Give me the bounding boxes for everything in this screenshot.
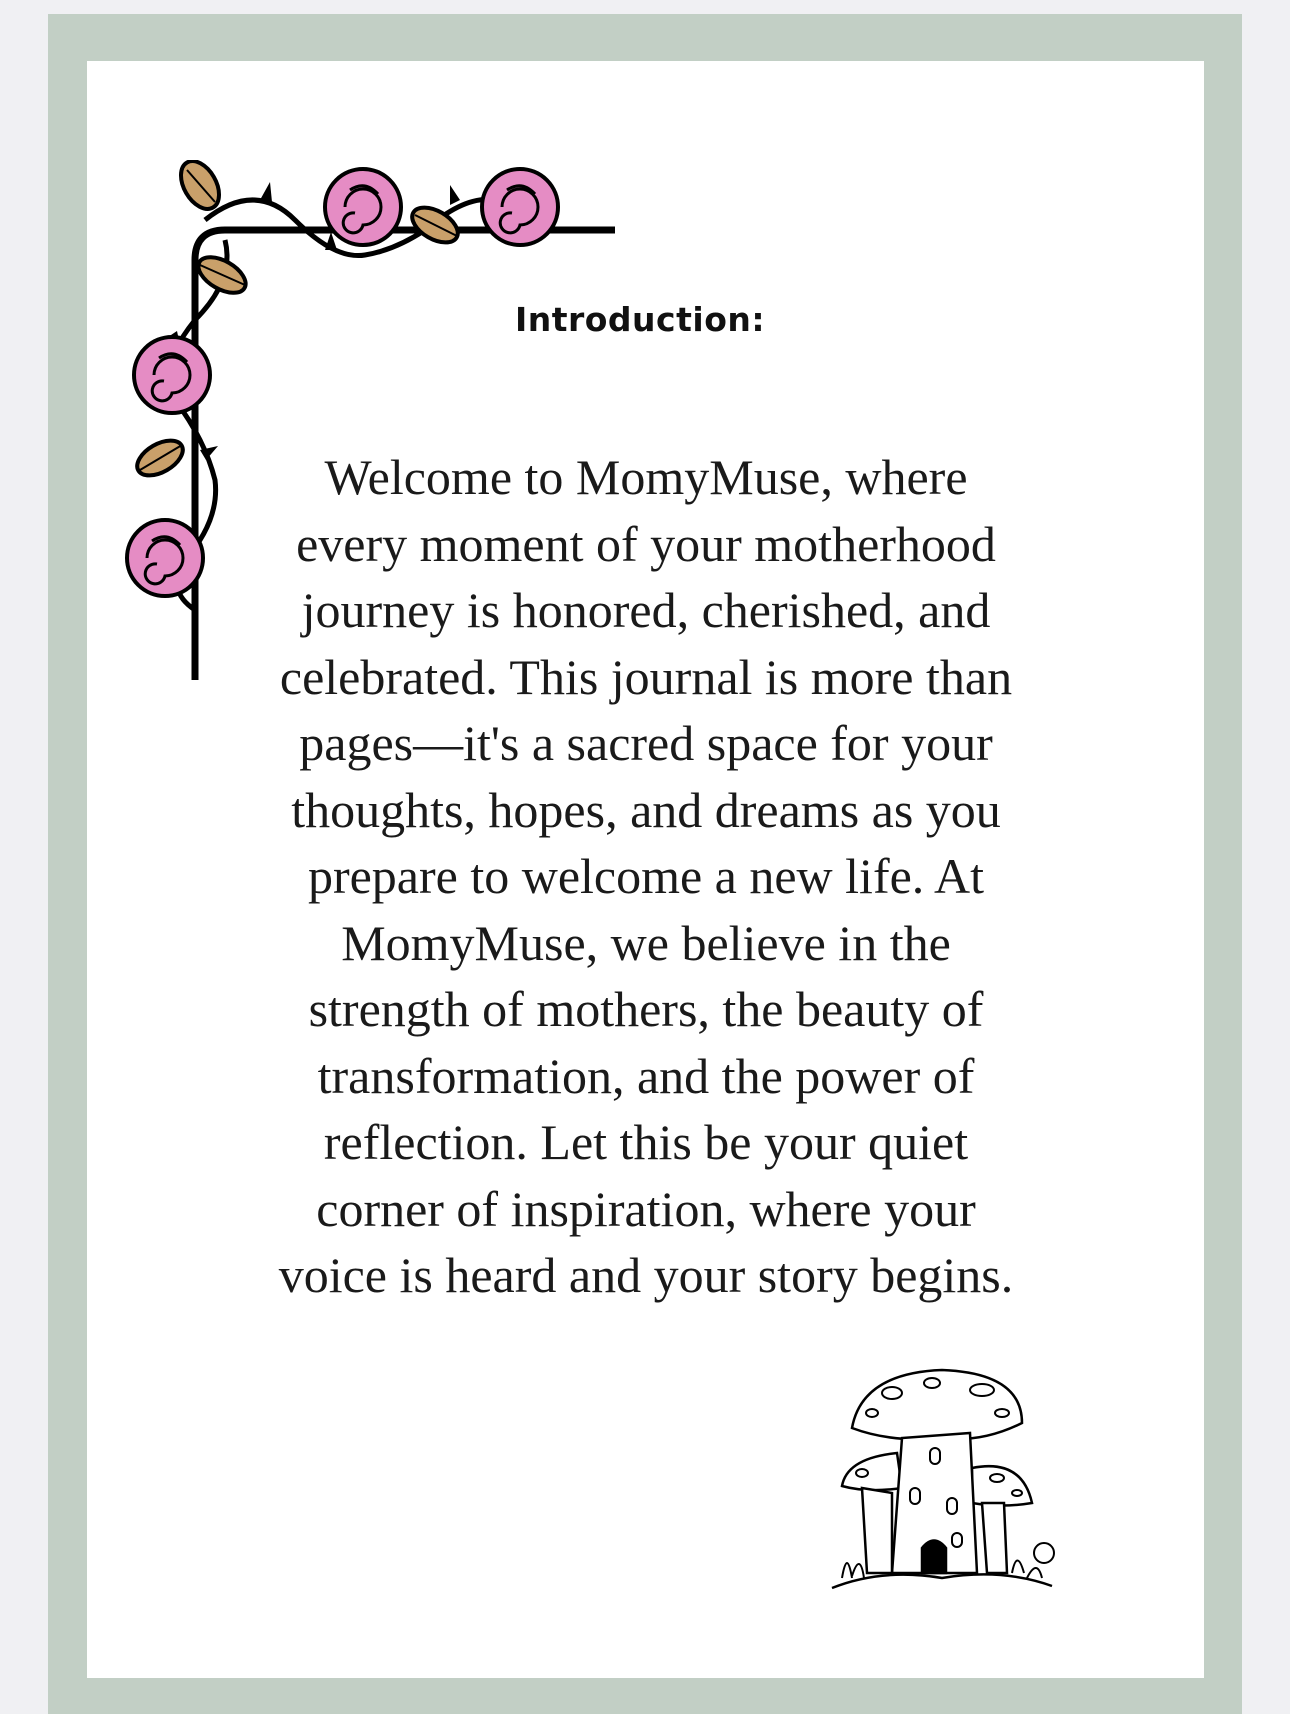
page-title: Introduction:: [514, 300, 766, 339]
mushroom-house-icon: [822, 1368, 1062, 1608]
intro-paragraph: Welcome to MomyMuse, where every moment of your motherhood journey is honored, cherished, and celebrated. This journal is more than pages—it's a sacred space for your thoughts, hopes, and dreams as you prepare to welcome a new life. At MomyMuse, we believe in the strength of mothers, the beauty of transformation, and the power of reflection. Let this be your quiet corner of inspiration, where your voice is heard and your story begins.: [278, 449, 1014, 1303]
